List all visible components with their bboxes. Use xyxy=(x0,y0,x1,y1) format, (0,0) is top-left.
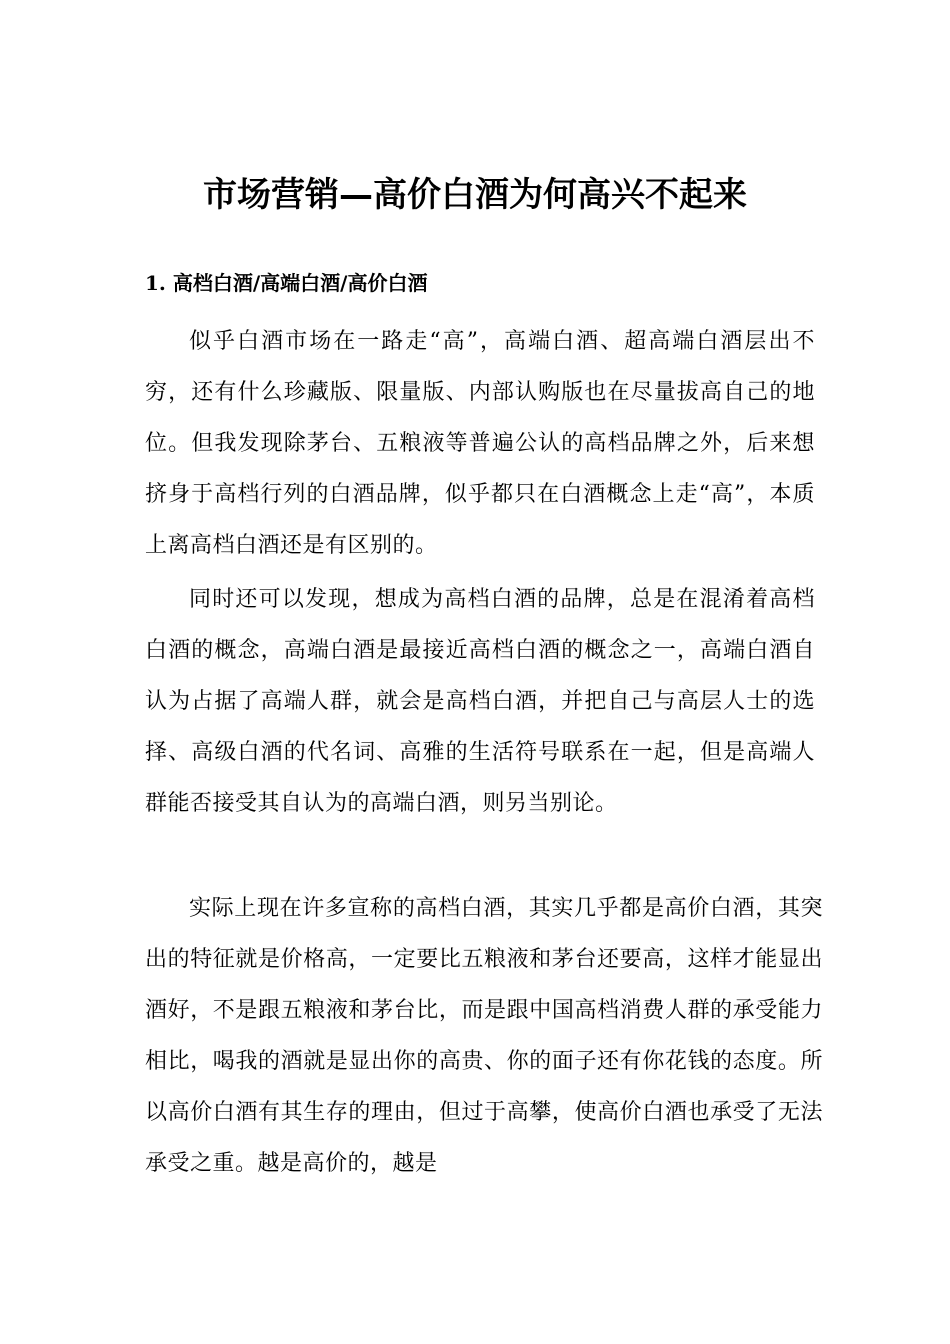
paragraph-3: 实际上现在许多宣称的高档白酒，其实几乎都是高价白酒，其突出的特征就是价格高，一定要比五粮液和茅台还要高，这样才能显出酒好，不是跟五粮液和茅台比，而是跟中国高档消费人群的承受能力相比，喝我的酒就是显出你的高贵、你的面子还有你花钱的态度。所以高价白酒有其生存的理由，但过于高攀，使高价白酒也承受了无法承受之重。越是高价的，越是 xyxy=(145,896,823,1176)
section-heading: 1. 高档白酒/高端白酒/高价白酒 xyxy=(145,271,428,295)
document-title: 市场营销—高价白酒为何高兴不起来 xyxy=(203,175,747,215)
paragraph-1: 似乎白酒市场在一路走“高”，高端白酒、超高端白酒层出不穷，还有什么珍藏版、限量版、内部认购版也在尽量拔高自己的地位。但我发现除茅台、五粮液等普遍公认的高档品牌之外，后来想挤身于高档行列的白酒品牌，似乎都只在白酒概念上走“高”，本质上离高档白酒还是有区别的。 xyxy=(145,329,815,558)
paragraph-2: 同时还可以发现，想成为高档白酒的品牌，总是在混淆着高档白酒的概念，高端白酒是最接近高档白酒的概念之一，高端白酒自认为占据了高端人群，就会是高档白酒，并把自己与高层人士的选择、高级白酒的代名词、高雅的生活符号联系在一起，但是高端人群能否接受其自认为的高端白酒，则另当别论。 xyxy=(145,587,815,816)
